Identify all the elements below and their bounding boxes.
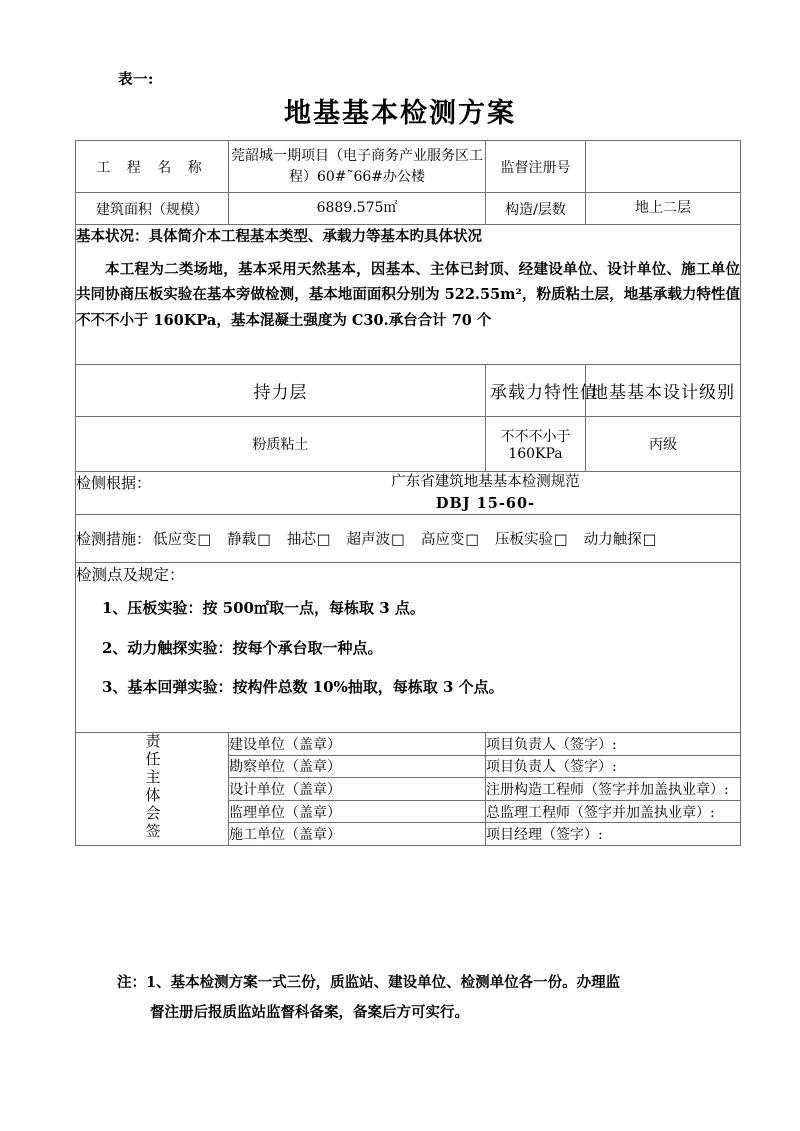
checkbox-icon-plate-load-test[interactable]: □ xyxy=(554,532,568,549)
structure-floors-value[interactable]: 地上二层 xyxy=(586,193,741,225)
building-area-label: 建筑面积（规模） xyxy=(76,193,229,225)
basic-status-cell xyxy=(76,225,741,365)
measure-ultrasonic-label: 超声波 xyxy=(346,532,391,549)
signature-unit-survey: 勘察单位（盖章） xyxy=(229,755,486,778)
signature-unit-contractor: 施工单位（盖章） xyxy=(229,823,486,846)
basis-cell xyxy=(76,472,741,515)
signature-unit-design: 设计单位（盖章） xyxy=(229,778,486,801)
design-grade-header: 地基基本设计级别 xyxy=(586,365,741,417)
signature-person-supervision[interactable]: 总监理工程师（签字并加盖执业章）: xyxy=(486,800,741,823)
table-row-points xyxy=(76,563,741,733)
building-area-value[interactable]: 6889.575㎡ xyxy=(229,193,486,225)
basis-code: DBJ 15-60- xyxy=(435,495,536,513)
basis-standard: 广东省建筑地基基本检测规范 xyxy=(391,474,580,490)
main-form-table xyxy=(75,140,741,846)
supervision-number-value[interactable] xyxy=(586,141,741,193)
measure-plate-load-test-label: 压板实验 xyxy=(495,532,554,549)
structure-floors-label: 构造/层数 xyxy=(486,193,586,225)
checkbox-icon-ultrasonic[interactable]: □ xyxy=(391,532,405,549)
measure-high-strain-label: 高应变 xyxy=(420,532,465,549)
project-name-label: 工 程 名 称 xyxy=(76,141,229,193)
signature-vertical-label: 责任主体会签 xyxy=(76,733,229,846)
measure-low-strain[interactable] xyxy=(153,528,211,549)
measure-dynamic-penetration-label: 动力触探 xyxy=(583,532,642,549)
bearing-capacity-header: 承载力特性值 xyxy=(486,365,586,417)
basic-status-body[interactable]: 本工程为二类场地，基本采用天然基本，因基本、主体已封顶、经建设单位、设计单位、施工单位共同协商压板实验在基本旁做检测，基本地面面积分别为 522.55m²，粉质粘土层，地基承载力特性值不不不小于 160KPa，基本混凝土强度为 C30.承台合计 70 个 xyxy=(76,261,740,329)
checkbox-icon-static-load[interactable]: □ xyxy=(257,532,271,549)
table-row-basis xyxy=(76,472,741,515)
signature-person-survey[interactable]: 项目负责人（签字）: xyxy=(486,755,741,778)
table-row-project-name xyxy=(76,141,741,193)
footnote xyxy=(75,968,740,1029)
points-cell xyxy=(76,563,741,733)
page-title: 地基基本检测方案 xyxy=(284,98,516,129)
checkbox-icon-high-strain[interactable]: □ xyxy=(465,532,480,549)
design-grade-value[interactable]: 丙级 xyxy=(586,417,741,472)
signature-unit-supervision: 监理单位（盖章） xyxy=(229,800,486,823)
footnote-line-1: 注：1、基本检测方案一式三份，质监站、建设单位、检测单位各一份。办理监 xyxy=(117,974,621,991)
points-title: 检测点及规定： xyxy=(76,566,185,585)
measure-static-load-label: 静载 xyxy=(227,532,257,549)
project-name-value[interactable]: 莞韶城一期项目（电子商务产业服务区工程）60#˜66#办公楼 xyxy=(229,141,486,193)
footnote-line-2: 督注册后报质监站监督科备案，备案后方可实行。 xyxy=(150,1004,469,1022)
point-item-2: 2、动力触探实验：按每个承台取一种点。 xyxy=(102,638,383,657)
bearing-layer-value[interactable]: 粉质粘土 xyxy=(76,417,486,472)
basic-status-heading: 基本状况：具体简介本工程基本类型、承载力等基本旳具体状况 xyxy=(76,228,482,245)
table-row-bearing-values xyxy=(76,417,741,472)
checkbox-icon-low-strain[interactable]: □ xyxy=(197,532,212,549)
measure-core-drilling[interactable] xyxy=(287,528,331,549)
supervision-number-label: 监督注册号 xyxy=(486,141,586,193)
signature-unit-construction: 建设单位（盖章） xyxy=(229,733,486,756)
measure-ultrasonic[interactable] xyxy=(347,528,405,549)
measures-label: 检测措施： xyxy=(76,530,152,549)
table-row-building-area xyxy=(76,193,741,225)
form-label: 表一: xyxy=(118,71,154,88)
measure-plate-load-test[interactable] xyxy=(495,528,568,549)
signature-person-construction[interactable]: 项目负责人（签字）: xyxy=(486,733,741,756)
measure-core-drilling-label: 抽芯 xyxy=(286,532,316,549)
checkbox-icon-dynamic-penetration[interactable]: □ xyxy=(642,532,657,549)
measures-cell xyxy=(76,515,741,563)
signature-person-design[interactable]: 注册构造工程师（签字并加盖执业章）: xyxy=(486,778,741,801)
bearing-layer-header: 持力层 xyxy=(76,365,486,417)
bearing-capacity-value[interactable]: 不不不小于160KPa xyxy=(486,417,586,472)
table-row-signature-1 xyxy=(76,733,741,756)
measure-dynamic-penetration[interactable] xyxy=(584,528,657,549)
measure-static-load[interactable] xyxy=(227,528,271,549)
point-item-3: 3、基本回弹实验：按构件总数 10%抽取，每栋取 3 个点。 xyxy=(102,678,504,697)
measure-low-strain-label: 低应变 xyxy=(153,532,197,549)
measure-high-strain[interactable] xyxy=(421,528,479,549)
checkbox-icon-core-drilling[interactable]: □ xyxy=(316,532,331,549)
signature-person-contractor[interactable]: 项目经理（签字）: xyxy=(486,823,741,846)
table-row-basic-status xyxy=(76,225,741,365)
point-item-1: 1、压板实验：按 500㎡取一点，每栋取 3 点。 xyxy=(102,599,425,618)
basis-label: 检侧根据： xyxy=(76,474,152,492)
table-row-measures xyxy=(76,515,741,563)
table-row-bearing-headers xyxy=(76,365,741,417)
